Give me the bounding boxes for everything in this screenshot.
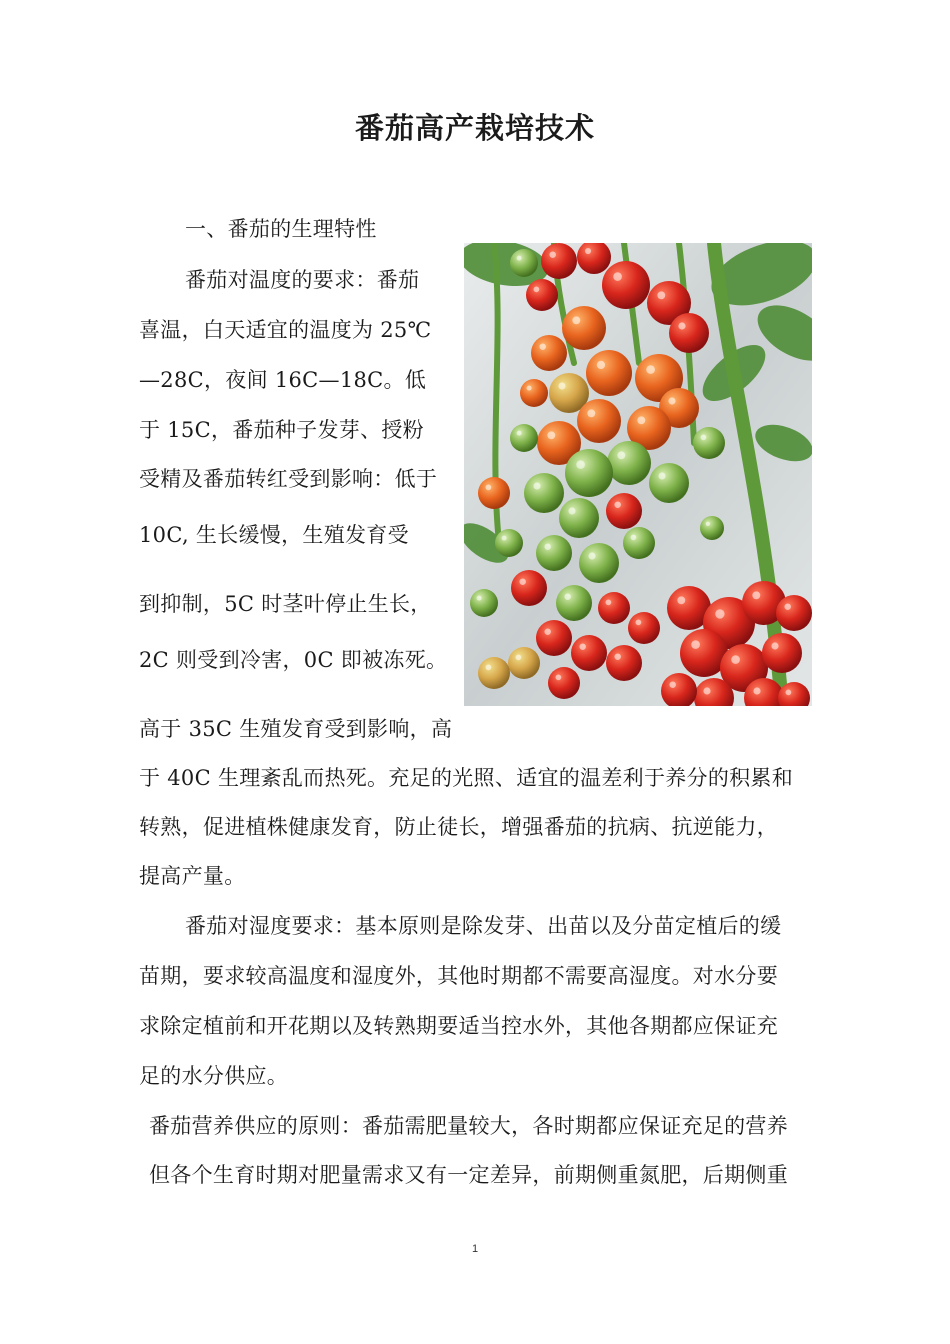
tomato-fruit: [511, 570, 547, 606]
paragraph-line: 到抑制，5C 时茎叶停止生长，: [139, 592, 432, 616]
tomato-fruit: [541, 243, 577, 279]
tomato-cluster-photo: [464, 243, 812, 706]
tomato-fruit: [526, 279, 558, 311]
tomato-fruit: [536, 620, 572, 656]
paragraph-line: 转熟，促进植株健康发育，防止徒长，增强番茄的抗病、抗逆能力，: [139, 815, 778, 839]
tomato-fruit: [562, 306, 606, 350]
tomato-fruit: [606, 493, 642, 529]
tomato-highlight: [534, 287, 540, 293]
section-heading: 一、番茄的生理特性: [185, 217, 377, 241]
tomato-highlight: [558, 382, 565, 389]
tomato-highlight: [752, 591, 760, 599]
tomato-highlight: [556, 675, 562, 681]
tomato-fruit: [649, 463, 689, 503]
tomato-fruit: [510, 249, 538, 277]
tomato-fruit: [470, 589, 498, 617]
tomato-highlight: [588, 552, 595, 559]
tomato-highlight: [614, 501, 620, 507]
tomato-highlight: [703, 687, 710, 694]
tomato-highlight: [547, 431, 555, 439]
tomato-highlight: [606, 600, 612, 606]
tomato-highlight: [658, 472, 665, 479]
tomato-highlight: [572, 316, 580, 324]
tomato-highlight: [614, 653, 620, 659]
tomato-fruit: [762, 633, 802, 673]
tomato-highlight: [784, 603, 790, 609]
tomato-fruit: [598, 592, 630, 624]
tomato-fruit: [478, 477, 510, 509]
tomato-highlight: [753, 687, 760, 694]
tomato-highlight: [516, 655, 522, 661]
tomato-fruit: [579, 543, 619, 583]
tomato-fruit: [776, 595, 812, 631]
tomato-highlight: [617, 451, 625, 459]
tomato-photo-illustration: [464, 243, 812, 706]
tomato-highlight: [585, 248, 591, 254]
tomato-fruit: [565, 449, 613, 497]
tomato-highlight: [678, 322, 685, 329]
tomato-highlight: [477, 596, 482, 601]
tomato-highlight: [579, 643, 585, 649]
paragraph-line: 10C, 生长缓慢，生殖发育受: [139, 523, 409, 547]
tomato-highlight: [657, 291, 665, 299]
tomato-highlight: [715, 609, 724, 618]
tomato-fruit: [623, 527, 655, 559]
tomato-highlight: [637, 416, 645, 424]
tomato-highlight: [502, 536, 507, 541]
tomato-highlight: [564, 593, 570, 599]
paragraph-line: 但各个生育时期对肥量需求又有一定差异，前期侧重氮肥，后期侧重: [149, 1163, 788, 1187]
paragraph-line: 番茄营养供应的原则：番茄需肥量较大，各时期都应保证充足的营养: [149, 1114, 788, 1138]
paragraph-line: —28C，夜间 16C—18C。低: [139, 368, 427, 392]
tomato-fruit: [628, 612, 660, 644]
tomato-highlight: [691, 640, 700, 649]
tomato-fruit: [586, 350, 632, 396]
page-number: 1: [471, 1243, 479, 1255]
tomato-fruit: [495, 529, 523, 557]
tomato-highlight: [533, 482, 540, 489]
tomato-fruit: [478, 657, 510, 689]
tomato-highlight: [669, 681, 675, 687]
paragraph-line: 受精及番茄转红受到影响：低于: [139, 467, 438, 491]
tomato-highlight: [706, 522, 710, 526]
paragraph-line: 求除定植前和开花期以及转熟期要适当控水外，其他各期都应保证充: [139, 1014, 778, 1038]
tomato-highlight: [646, 365, 655, 374]
paragraph-line: 足的水分供应。: [139, 1064, 289, 1088]
tomato-fruit: [602, 261, 650, 309]
paragraph-line: 于 15C，番茄种子发芽、授粉: [139, 418, 424, 442]
tomato-fruit: [536, 535, 572, 571]
tomato-highlight: [786, 690, 792, 696]
tomato-fruit: [571, 635, 607, 671]
tomato-highlight: [613, 272, 622, 281]
document-title: 番茄高产栽培技术: [354, 111, 595, 145]
tomato-fruit: [559, 498, 599, 538]
tomato-fruit: [548, 667, 580, 699]
tomato-fruit: [669, 313, 709, 353]
tomato-highlight: [544, 628, 550, 634]
paragraph-line: 2C 则受到冷害，0C 即被冻死。: [139, 648, 448, 672]
tomato-fruit: [520, 379, 548, 407]
tomato-highlight: [539, 343, 545, 349]
tomato-highlight: [576, 460, 585, 469]
tomato-fruit: [556, 585, 592, 621]
tomato-highlight: [517, 256, 522, 261]
tomato-fruit: [606, 645, 642, 681]
paragraph-line: 提高产量。: [139, 864, 246, 888]
tomato-fruit: [700, 516, 724, 540]
paragraph-line: 高于 35C 生殖发育受到影响，高: [139, 717, 453, 741]
tomato-fruit: [531, 335, 567, 371]
paragraph-line: 番茄对温度的要求：番茄: [185, 268, 420, 292]
tomato-fruit: [524, 473, 564, 513]
tomato-fruit: [693, 427, 725, 459]
tomato-fruit: [607, 441, 651, 485]
tomato-highlight: [544, 543, 550, 549]
tomato-highlight: [517, 431, 522, 436]
tomato-highlight: [668, 397, 675, 404]
tomato-fruit: [510, 424, 538, 452]
tomato-highlight: [519, 578, 525, 584]
tomato-highlight: [486, 665, 492, 671]
tomato-highlight: [527, 386, 532, 391]
tomato-highlight: [587, 409, 595, 417]
tomato-highlight: [631, 535, 637, 541]
paragraph-line: 喜温，白天适宜的温度为 25℃: [139, 318, 432, 342]
tomato-highlight: [549, 251, 555, 257]
tomato-highlight: [677, 596, 685, 604]
paragraph-line: 苗期，要求较高温度和湿度外，其他时期都不需要高湿度。对水分要: [139, 964, 778, 988]
tomato-highlight: [701, 435, 707, 441]
tomato-fruit: [577, 399, 621, 443]
tomato-highlight: [771, 642, 778, 649]
tomato-highlight: [597, 361, 605, 369]
paragraph-line: 番茄对湿度要求：基本原则是除发芽、出苗以及分苗定植后的缓: [185, 914, 782, 938]
tomato-highlight: [636, 620, 642, 626]
tomato-highlight: [486, 485, 492, 491]
tomato-highlight: [568, 507, 575, 514]
tomato-highlight: [731, 655, 740, 664]
tomato-fruit: [508, 647, 540, 679]
paragraph-line: 于 40C 生理紊乱而热死。充足的光照、适宜的温差利于养分的积累和: [139, 766, 794, 790]
